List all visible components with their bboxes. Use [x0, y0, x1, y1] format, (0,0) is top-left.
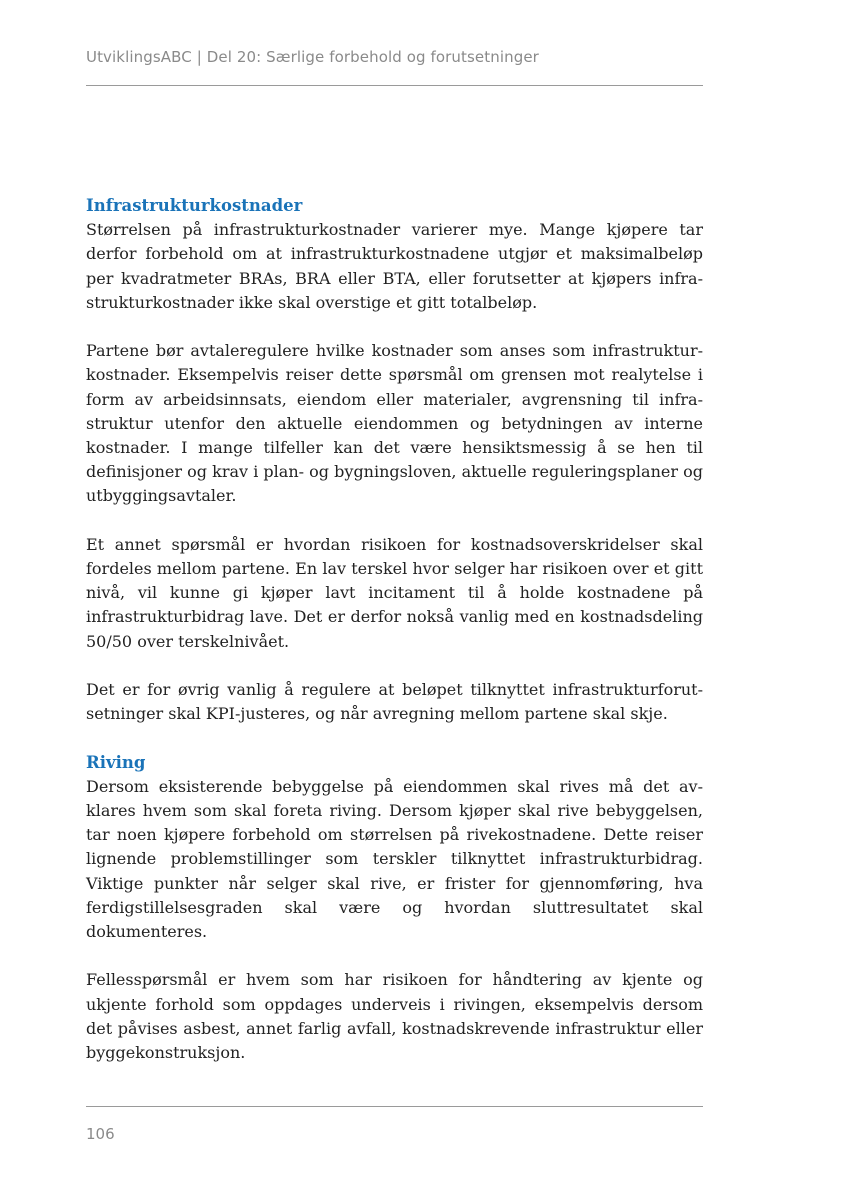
section-heading: Riving: [86, 752, 146, 772]
section-infrastrukturkostnader: [86, 194, 703, 751]
paragraph: Fellesspørsmål er hvem som har risikoen for håndtering av kjente og ukjente forhold som oppdages underveis i rivingen, eksempelvis dersom det påvises asbest, annet farlig avfall, kostnadskrevende infrastruktur eller byggekonstruksjon.: [86, 970, 703, 1063]
section-riving: [86, 751, 703, 1066]
page-number: 106: [86, 1125, 115, 1143]
paragraph: Partene bør avtaleregulere hvilke kostnader som anses som infrastrukturkostnader. Eksempelvis reiser dette spørsmål om grensen mot realytelse i form av arbeidsinnsats, eiendom eller materialer, avgrensning til infrastruktur utenfor den aktuelle eiendommen og betydningen av interne kostnader. I mange tilfeller kan det være hensiktsmessig å se hen til definisjoner og krav i plan- og bygningsloven, aktuelle reguleringsplaner og utbyggingsavtaler.: [86, 341, 703, 506]
paragraph: Et annet spørsmål er hvordan risikoen for kostnadsoverskridelser skal fordeles mellom partene. En lav terskel hvor selger har risikoen over et gitt nivå, vil kunne gi kjøper lavt incitament til å holde kostnadene på infrastrukturbidrag lave. Det er derfor nokså vanlig med en kostnadsdeling 50/50 over terskelnivået.: [86, 534, 703, 651]
footer-divider: [86, 1106, 703, 1107]
header-divider: [86, 85, 703, 86]
section-heading: Infrastrukturkostnader: [86, 196, 303, 215]
paragraph: Størrelsen på infrastrukturkostnader varierer mye. Mange kjøpere tar derfor forbehold om at infrastrukturkostnadene utgjør et maksimalbeløp per kvadratmeter BRAs, BRA eller BTA, eller forutsetter at kjøpers infrastrukturkostnader ikke skal overstige et gitt totalbeløp.: [86, 220, 703, 312]
running-header: UtviklingsABC | Del 20: Særlige forbehold og forutsetninger: [86, 48, 539, 66]
main-content: [86, 194, 703, 1065]
paragraph: Det er for øvrig vanlig å regulere at beløpet tilknyttet infrastrukturforutsetninger skal KPI-justeres, og når avregning mellom partene skal skje.: [86, 680, 703, 724]
paragraph: Dersom eksisterende bebyggelse på eiendommen skal rives må det avklares hvem som skal foreta riving. Dersom kjøper skal rive bebyggelsen, tar noen kjøpere forbehold om størrelsen på rivekostnadene. Dette reiser lignende problemstillinger som terskler tilknyttet infrastrukturbidrag. Viktige punkter når selger skal rive, er frister for gjennomføring, hva ferdigstillelsesgraden skal være og hvordan sluttresultatet skal dokumenteres.: [86, 776, 703, 942]
